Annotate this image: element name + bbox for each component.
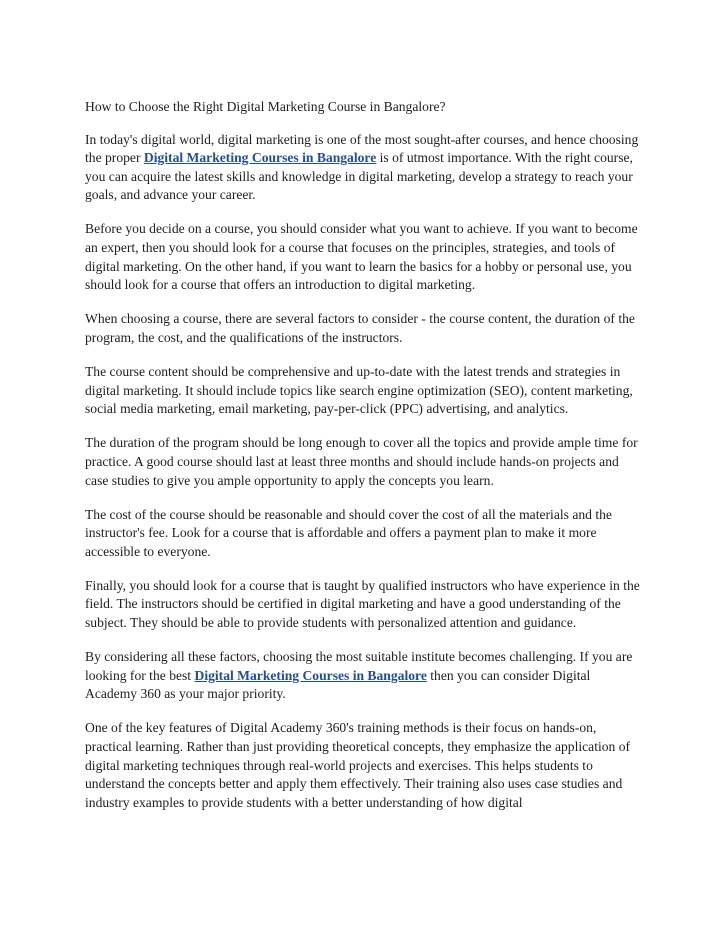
paragraph-training-methods: One of the key features of Digital Academy 360's training methods is their focus on hands-on, practical learning. Rather than just providing theoretical concepts, they emphasize the application of digital marketing techniques through real-world projects and exercises. This helps students to understand the concepts better and apply them effectively. Their training also uses case studies and industry examples to provide students with a better understanding of how digital	[85, 720, 631, 810]
digital-marketing-courses-link[interactable]: Digital Marketing Courses in Bangalore	[143, 150, 377, 166]
paragraph-intro-text-before: In today's digital world, digital marketing is one of the most sought-after courses, and hence choosing the proper	[85, 131, 639, 166]
paragraph-instructors: Finally, you should look for a course that is taught by qualified instructors who have experience in the field. The instructors should be certified in digital marketing and have a good understanding of the subject. They should be able to provide students with personalized attention and guidance.	[85, 577, 640, 631]
document-page	[85, 98, 641, 828]
paragraph-goals: Before you decide on a course, you should consider what you want to achieve. If you want to become an expert, then you should look for a course that focuses on the principles, strategies, and tools of digital marketing. On the other hand, if you want to learn the basics for a hobby or personal use, you should look for a course that offers an introduction to digital marketing.	[85, 221, 638, 293]
paragraph-factors: When choosing a course, there are several factors to consider - the course content, the duration of the program, the cost, and the qualifications of the instructors.	[85, 311, 635, 345]
document-title: How to Choose the Right Digital Marketing Course in Bangalore?	[85, 99, 446, 114]
paragraph-recommendation-text-before: By considering all these factors, choosing the most suitable institute becomes challenging. If you are looking for the best	[85, 649, 633, 683]
paragraph-duration: The duration of the program should be long enough to cover all the topics and provide ample time for practice. A good course should last at least three months and should include hands-on projects and case studies to give you ample opportunity to apply the concepts you learn.	[85, 435, 638, 488]
digital-marketing-courses-link-2[interactable]: Digital Marketing Courses in Bangalore	[194, 667, 427, 683]
paragraph-recommendation	[85, 648, 641, 704]
paragraph-cost: The cost of the course should be reasonable and should cover the cost of all the materials and the instructor's fee. Look for a course that is affordable and offers a payment plan to make it more accessible to everyone.	[85, 506, 612, 559]
paragraph-content: The course content should be comprehensive and up-to-date with the latest trends and strategies in digital marketing. It should include topics like search engine optimization (SEO), content marketing, social media marketing, email marketing, pay-per-click (PPC) advertising, and analytics.	[85, 364, 633, 417]
paragraph-recommendation-text-after: then you can consider Digital Academy 360 as your major priority.	[85, 667, 591, 702]
paragraph-intro	[85, 131, 641, 205]
paragraph-intro-text-after: is of utmost importance. With the right course, you can acquire the latest skills and knowledge in digital marketing, develop a strategy to reach your goals, and advance your career.	[85, 150, 633, 203]
